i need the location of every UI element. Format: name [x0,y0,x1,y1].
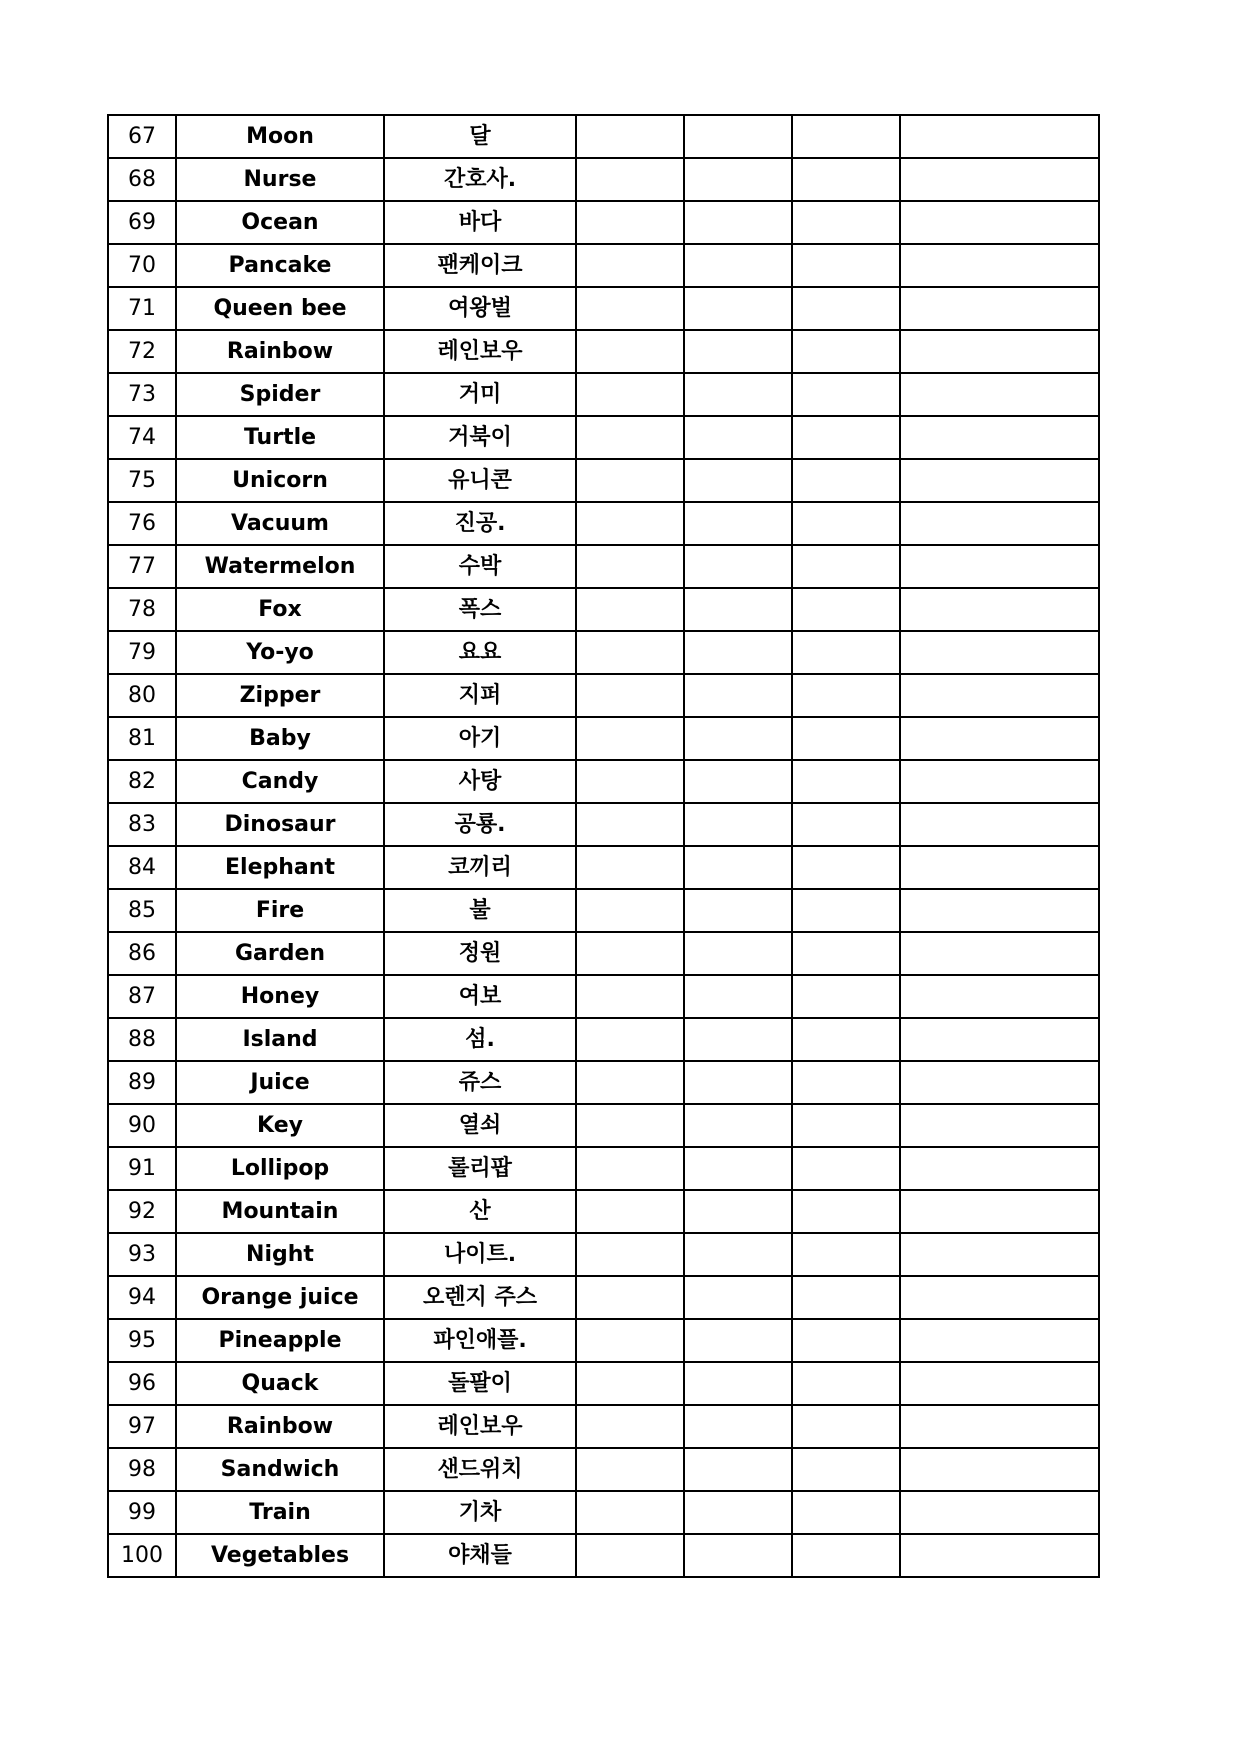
blank-answer-cell-2 [684,201,792,244]
blank-answer-cell-2 [684,846,792,889]
table-row [108,1362,1099,1405]
english-word-cell: Moon [176,115,384,158]
blank-answer-cell-1 [576,545,684,588]
english-word-cell: Key [176,1104,384,1147]
blank-answer-cell-1 [576,631,684,674]
blank-answer-cell-1 [576,1147,684,1190]
english-word-cell: Baby [176,717,384,760]
blank-answer-cell-3 [792,287,900,330]
english-word-cell: Elephant [176,846,384,889]
blank-answer-cell-2 [684,717,792,760]
korean-word-cell: 파인애플. [384,1319,576,1362]
blank-answer-cell-1 [576,1018,684,1061]
blank-answer-cell-2 [684,588,792,631]
blank-answer-cell-3 [792,373,900,416]
english-word-cell: Watermelon [176,545,384,588]
english-word-cell: Sandwich [176,1448,384,1491]
blank-answer-cell-3 [792,201,900,244]
blank-answer-cell-4 [900,1190,1099,1233]
korean-word-cell: 돌팔이 [384,1362,576,1405]
table-row [108,1276,1099,1319]
korean-word-cell: 섬. [384,1018,576,1061]
blank-answer-cell-2 [684,631,792,674]
korean-word-cell: 나이트. [384,1233,576,1276]
table-row [108,1061,1099,1104]
table-row [108,631,1099,674]
table-row [108,545,1099,588]
row-number-cell: 97 [108,1405,176,1448]
blank-answer-cell-2 [684,1233,792,1276]
blank-answer-cell-2 [684,975,792,1018]
row-number-cell: 82 [108,760,176,803]
blank-answer-cell-4 [900,674,1099,717]
english-word-cell: Train [176,1491,384,1534]
blank-answer-cell-3 [792,1190,900,1233]
blank-answer-cell-4 [900,1534,1099,1577]
blank-answer-cell-1 [576,975,684,1018]
row-number-cell: 94 [108,1276,176,1319]
korean-word-cell: 기차 [384,1491,576,1534]
table-row [108,1448,1099,1491]
blank-answer-cell-1 [576,1405,684,1448]
table-row [108,846,1099,889]
english-word-cell: Zipper [176,674,384,717]
blank-answer-cell-3 [792,502,900,545]
table-row [108,115,1099,158]
blank-answer-cell-2 [684,1147,792,1190]
blank-answer-cell-2 [684,244,792,287]
row-number-cell: 71 [108,287,176,330]
english-word-cell: Mountain [176,1190,384,1233]
blank-answer-cell-4 [900,1061,1099,1104]
vocabulary-table [107,114,1100,1578]
blank-answer-cell-4 [900,502,1099,545]
blank-answer-cell-2 [684,459,792,502]
blank-answer-cell-4 [900,889,1099,932]
row-number-cell: 80 [108,674,176,717]
blank-answer-cell-1 [576,201,684,244]
english-word-cell: Pancake [176,244,384,287]
row-number-cell: 95 [108,1319,176,1362]
korean-word-cell: 거미 [384,373,576,416]
blank-answer-cell-3 [792,158,900,201]
blank-answer-cell-2 [684,287,792,330]
blank-answer-cell-4 [900,846,1099,889]
table-row [108,1104,1099,1147]
english-word-cell: Vegetables [176,1534,384,1577]
table-row [108,1319,1099,1362]
vocabulary-sheet [107,114,1090,1578]
blank-answer-cell-2 [684,760,792,803]
row-number-cell: 78 [108,588,176,631]
row-number-cell: 73 [108,373,176,416]
table-row [108,1018,1099,1061]
blank-answer-cell-4 [900,545,1099,588]
blank-answer-cell-2 [684,1362,792,1405]
blank-answer-cell-3 [792,1233,900,1276]
table-row [108,760,1099,803]
blank-answer-cell-2 [684,1319,792,1362]
table-row [108,803,1099,846]
korean-word-cell: 레인보우 [384,330,576,373]
row-number-cell: 75 [108,459,176,502]
vocabulary-table-body [108,115,1099,1577]
table-row [108,373,1099,416]
blank-answer-cell-4 [900,201,1099,244]
blank-answer-cell-4 [900,1276,1099,1319]
blank-answer-cell-2 [684,1448,792,1491]
korean-word-cell: 지퍼 [384,674,576,717]
blank-answer-cell-4 [900,1319,1099,1362]
row-number-cell: 85 [108,889,176,932]
table-row [108,244,1099,287]
blank-answer-cell-3 [792,588,900,631]
english-word-cell: Night [176,1233,384,1276]
english-word-cell: Lollipop [176,1147,384,1190]
blank-answer-cell-4 [900,1491,1099,1534]
blank-answer-cell-1 [576,502,684,545]
english-word-cell: Spider [176,373,384,416]
row-number-cell: 87 [108,975,176,1018]
blank-answer-cell-1 [576,717,684,760]
table-row [108,459,1099,502]
english-word-cell: Honey [176,975,384,1018]
blank-answer-cell-1 [576,158,684,201]
blank-answer-cell-3 [792,1362,900,1405]
blank-answer-cell-3 [792,1405,900,1448]
row-number-cell: 92 [108,1190,176,1233]
english-word-cell: Pineapple [176,1319,384,1362]
korean-word-cell: 여보 [384,975,576,1018]
blank-answer-cell-2 [684,1534,792,1577]
english-word-cell: Island [176,1018,384,1061]
korean-word-cell: 사탕 [384,760,576,803]
blank-answer-cell-4 [900,459,1099,502]
table-row [108,201,1099,244]
korean-word-cell: 여왕벌 [384,287,576,330]
korean-word-cell: 쥬스 [384,1061,576,1104]
english-word-cell: Queen bee [176,287,384,330]
row-number-cell: 88 [108,1018,176,1061]
blank-answer-cell-4 [900,932,1099,975]
korean-word-cell: 오렌지 주스 [384,1276,576,1319]
blank-answer-cell-3 [792,1491,900,1534]
table-row [108,588,1099,631]
row-number-cell: 79 [108,631,176,674]
blank-answer-cell-3 [792,674,900,717]
blank-answer-cell-1 [576,1319,684,1362]
english-word-cell: Rainbow [176,1405,384,1448]
blank-answer-cell-3 [792,760,900,803]
blank-answer-cell-3 [792,846,900,889]
row-number-cell: 69 [108,201,176,244]
korean-word-cell: 야채들 [384,1534,576,1577]
blank-answer-cell-4 [900,373,1099,416]
blank-answer-cell-4 [900,1018,1099,1061]
blank-answer-cell-2 [684,373,792,416]
korean-word-cell: 공룡. [384,803,576,846]
korean-word-cell: 불 [384,889,576,932]
row-number-cell: 96 [108,1362,176,1405]
table-row [108,674,1099,717]
blank-answer-cell-3 [792,631,900,674]
blank-answer-cell-2 [684,1491,792,1534]
blank-answer-cell-4 [900,1104,1099,1147]
blank-answer-cell-1 [576,588,684,631]
blank-answer-cell-2 [684,545,792,588]
blank-answer-cell-3 [792,545,900,588]
table-row [108,287,1099,330]
row-number-cell: 81 [108,717,176,760]
table-row [108,932,1099,975]
blank-answer-cell-4 [900,115,1099,158]
blank-answer-cell-1 [576,416,684,459]
english-word-cell: Vacuum [176,502,384,545]
blank-answer-cell-1 [576,1362,684,1405]
blank-answer-cell-1 [576,760,684,803]
blank-answer-cell-3 [792,1448,900,1491]
english-word-cell: Rainbow [176,330,384,373]
row-number-cell: 86 [108,932,176,975]
english-word-cell: Unicorn [176,459,384,502]
blank-answer-cell-1 [576,803,684,846]
blank-answer-cell-2 [684,889,792,932]
english-word-cell: Nurse [176,158,384,201]
blank-answer-cell-3 [792,1147,900,1190]
blank-answer-cell-3 [792,1018,900,1061]
table-row [108,416,1099,459]
blank-answer-cell-3 [792,416,900,459]
blank-answer-cell-3 [792,717,900,760]
blank-answer-cell-4 [900,287,1099,330]
table-row [108,975,1099,1018]
blank-answer-cell-3 [792,1104,900,1147]
blank-answer-cell-4 [900,1448,1099,1491]
table-row [108,330,1099,373]
blank-answer-cell-1 [576,1491,684,1534]
english-word-cell: Garden [176,932,384,975]
row-number-cell: 90 [108,1104,176,1147]
blank-answer-cell-1 [576,1233,684,1276]
english-word-cell: Dinosaur [176,803,384,846]
row-number-cell: 93 [108,1233,176,1276]
korean-word-cell: 바다 [384,201,576,244]
blank-answer-cell-1 [576,330,684,373]
row-number-cell: 76 [108,502,176,545]
blank-answer-cell-3 [792,459,900,502]
korean-word-cell: 간호사. [384,158,576,201]
blank-answer-cell-1 [576,889,684,932]
row-number-cell: 99 [108,1491,176,1534]
blank-answer-cell-1 [576,1448,684,1491]
blank-answer-cell-4 [900,330,1099,373]
table-row [108,889,1099,932]
blank-answer-cell-3 [792,932,900,975]
blank-answer-cell-4 [900,1405,1099,1448]
table-row [108,1405,1099,1448]
table-row [108,1534,1099,1577]
korean-word-cell: 수박 [384,545,576,588]
korean-word-cell: 샌드위치 [384,1448,576,1491]
row-number-cell: 70 [108,244,176,287]
blank-answer-cell-1 [576,244,684,287]
english-word-cell: Quack [176,1362,384,1405]
blank-answer-cell-2 [684,1276,792,1319]
blank-answer-cell-2 [684,1190,792,1233]
blank-answer-cell-4 [900,158,1099,201]
blank-answer-cell-1 [576,1061,684,1104]
blank-answer-cell-3 [792,330,900,373]
row-number-cell: 91 [108,1147,176,1190]
row-number-cell: 72 [108,330,176,373]
table-row [108,717,1099,760]
english-word-cell: Fox [176,588,384,631]
english-word-cell: Orange juice [176,1276,384,1319]
blank-answer-cell-2 [684,1061,792,1104]
korean-word-cell: 산 [384,1190,576,1233]
blank-answer-cell-1 [576,846,684,889]
korean-word-cell: 팬케이크 [384,244,576,287]
korean-word-cell: 폭스 [384,588,576,631]
row-number-cell: 67 [108,115,176,158]
blank-answer-cell-2 [684,803,792,846]
blank-answer-cell-2 [684,1018,792,1061]
blank-answer-cell-2 [684,1405,792,1448]
blank-answer-cell-4 [900,1147,1099,1190]
blank-answer-cell-3 [792,1534,900,1577]
blank-answer-cell-3 [792,1319,900,1362]
blank-answer-cell-1 [576,1190,684,1233]
blank-answer-cell-2 [684,416,792,459]
table-row [108,502,1099,545]
korean-word-cell: 거북이 [384,416,576,459]
blank-answer-cell-4 [900,803,1099,846]
korean-word-cell: 코끼리 [384,846,576,889]
blank-answer-cell-1 [576,1104,684,1147]
blank-answer-cell-2 [684,158,792,201]
english-word-cell: Candy [176,760,384,803]
blank-answer-cell-3 [792,889,900,932]
english-word-cell: Juice [176,1061,384,1104]
table-row [108,1190,1099,1233]
english-word-cell: Turtle [176,416,384,459]
korean-word-cell: 요요 [384,631,576,674]
korean-word-cell: 진공. [384,502,576,545]
row-number-cell: 83 [108,803,176,846]
blank-answer-cell-2 [684,502,792,545]
row-number-cell: 84 [108,846,176,889]
blank-answer-cell-2 [684,674,792,717]
english-word-cell: Yo-yo [176,631,384,674]
row-number-cell: 89 [108,1061,176,1104]
row-number-cell: 100 [108,1534,176,1577]
blank-answer-cell-4 [900,760,1099,803]
row-number-cell: 68 [108,158,176,201]
blank-answer-cell-3 [792,115,900,158]
blank-answer-cell-3 [792,244,900,287]
blank-answer-cell-4 [900,588,1099,631]
blank-answer-cell-2 [684,115,792,158]
table-row [108,1147,1099,1190]
korean-word-cell: 열쇠 [384,1104,576,1147]
row-number-cell: 77 [108,545,176,588]
korean-word-cell: 아기 [384,717,576,760]
blank-answer-cell-1 [576,459,684,502]
korean-word-cell: 레인보우 [384,1405,576,1448]
english-word-cell: Fire [176,889,384,932]
blank-answer-cell-1 [576,932,684,975]
blank-answer-cell-2 [684,330,792,373]
blank-answer-cell-1 [576,1276,684,1319]
blank-answer-cell-1 [576,287,684,330]
blank-answer-cell-2 [684,1104,792,1147]
korean-word-cell: 달 [384,115,576,158]
row-number-cell: 74 [108,416,176,459]
korean-word-cell: 롤리팝 [384,1147,576,1190]
blank-answer-cell-1 [576,373,684,416]
table-row [108,158,1099,201]
korean-word-cell: 유니콘 [384,459,576,502]
blank-answer-cell-4 [900,416,1099,459]
blank-answer-cell-4 [900,975,1099,1018]
row-number-cell: 98 [108,1448,176,1491]
blank-answer-cell-3 [792,1061,900,1104]
blank-answer-cell-1 [576,1534,684,1577]
blank-answer-cell-4 [900,1362,1099,1405]
blank-answer-cell-4 [900,244,1099,287]
blank-answer-cell-1 [576,674,684,717]
blank-answer-cell-1 [576,115,684,158]
table-row [108,1233,1099,1276]
blank-answer-cell-3 [792,975,900,1018]
blank-answer-cell-4 [900,717,1099,760]
blank-answer-cell-4 [900,1233,1099,1276]
english-word-cell: Ocean [176,201,384,244]
blank-answer-cell-4 [900,631,1099,674]
table-row [108,1491,1099,1534]
blank-answer-cell-3 [792,1276,900,1319]
blank-answer-cell-3 [792,803,900,846]
korean-word-cell: 정원 [384,932,576,975]
blank-answer-cell-2 [684,932,792,975]
